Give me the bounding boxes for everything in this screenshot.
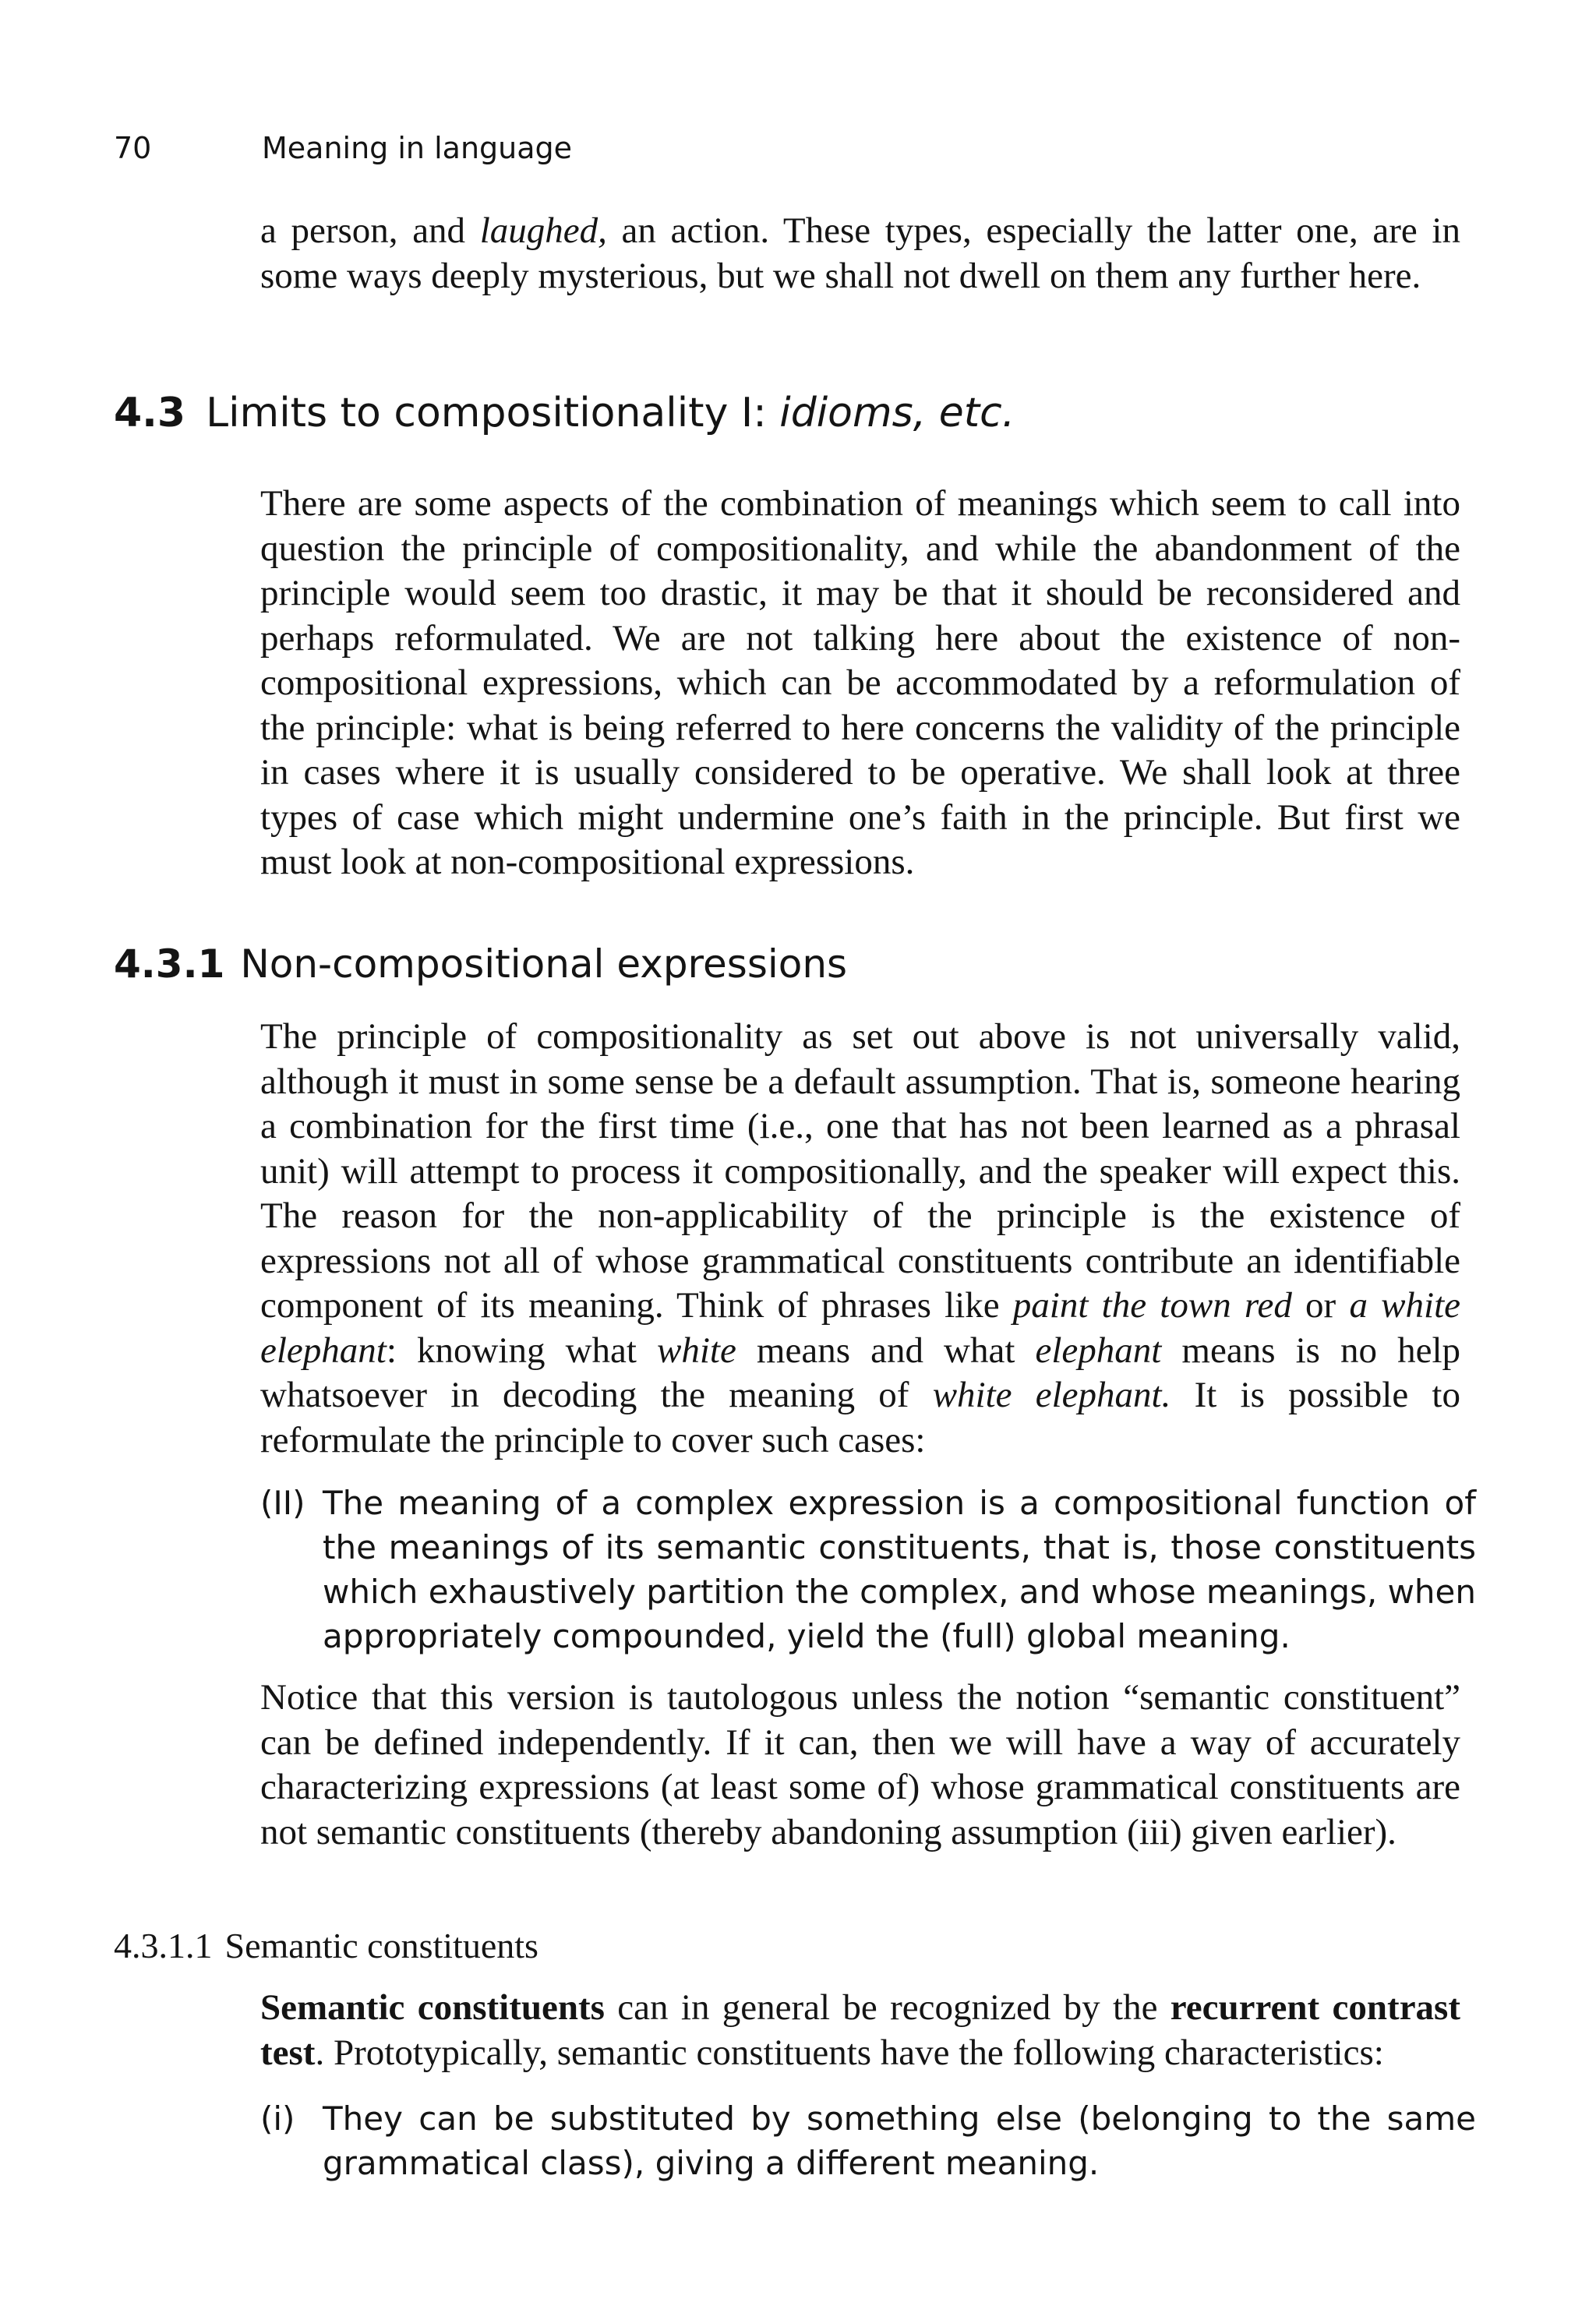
subsection-number: 4.3.1 [114,941,225,987]
running-header [114,131,572,165]
bold-term: Semantic constituents [260,1987,605,2028]
subsubsection-heading [114,1925,538,1966]
page-number: 70 [114,131,152,165]
bold-term: recurrent contrast test [260,1987,1461,2073]
running-title: Meaning in language [262,131,573,165]
subsection-title: Non-compositional expressions [240,941,848,987]
subsection-paragraph: The principle of compositionality as set out above is not universally valid, although it must in some sense be a default assumption. That is, someone hearing a combination for the first time (i.e., one that has not been learned as a phrasal unit) will attempt to process it compositionally, and the speaker will expect this. The reason for the non-applicability of the principle is the existence of expressions not all of whose grammatical constituents contribute an identifiable component of its meaning. Think of phrases like paint the town red or a white elephant: knowing what white means and what elephant means is no help whatsoever in decoding the meaning of white elephant. It is possible to reformulate the principle to cover such cases: [260,1016,1461,1460]
section-title-italic: idioms, etc. [779,390,1015,436]
section-title: Limits to compositionality I: [206,390,780,436]
section-paragraph: There are some aspects of the combination of meanings which seem to call into question the principle of compositionality, and while the abandonment of the principle would seem too drastic, it may be that it should be reconsidered and perhaps reformulated. We are not talking here about the existence of non-compositional expressions, which can be accommodated by a reformulation of the principle: what is being referred to here concerns the validity of the principle in cases where it is usually considered to be operative. We shall look at three types of case which might undermine one’s faith in the principle. But first we must look at non-compositional expressions. [260,483,1460,882]
example-label: (i) [260,2099,295,2138]
example-ii [260,1481,1476,1658]
italic-term: laughed, [479,210,607,251]
subsubsection-number: 4.3.1.1 [114,1926,213,1965]
example-text: They can be substituted by something else (belonging to the same grammatical class), giving a different meaning. [323,2099,1476,2182]
section-heading [114,390,1015,436]
example-label: (II) [260,1484,305,1522]
section-number: 4.3 [114,390,186,436]
semantic-constituents-paragraph: Semantic constituents can in general be recognized by the recurrent contrast test. Prototypically, semantic constituents have the following characteristics: [260,1987,1461,2073]
subsubsection-title: Semantic constituents [224,1926,538,1965]
intro-paragraph: a person, and laughed, an action. These types, especially the latter one, are in some ways deeply mysterious, but we shall not dwell on them any further here. [260,210,1460,296]
example-i [260,2096,1476,2185]
notice-paragraph: Notice that this version is tautologous unless the notion “semantic constituent” can be defined independently. If it can, then we will have a way of accurately characterizing expressions (at least some of) whose grammatical constituents are not semantic constituents (thereby abandoning assumption (iii) given earlier). [260,1677,1460,1852]
example-text: The meaning of a complex expression is a compositional function of the meanings of its semantic constituents, that is, those constituents which exhaustively partition the complex, and whose meanings, when appropriately compounded, yield the (full) global meaning. [323,1484,1476,1655]
subsection-heading [114,941,847,987]
